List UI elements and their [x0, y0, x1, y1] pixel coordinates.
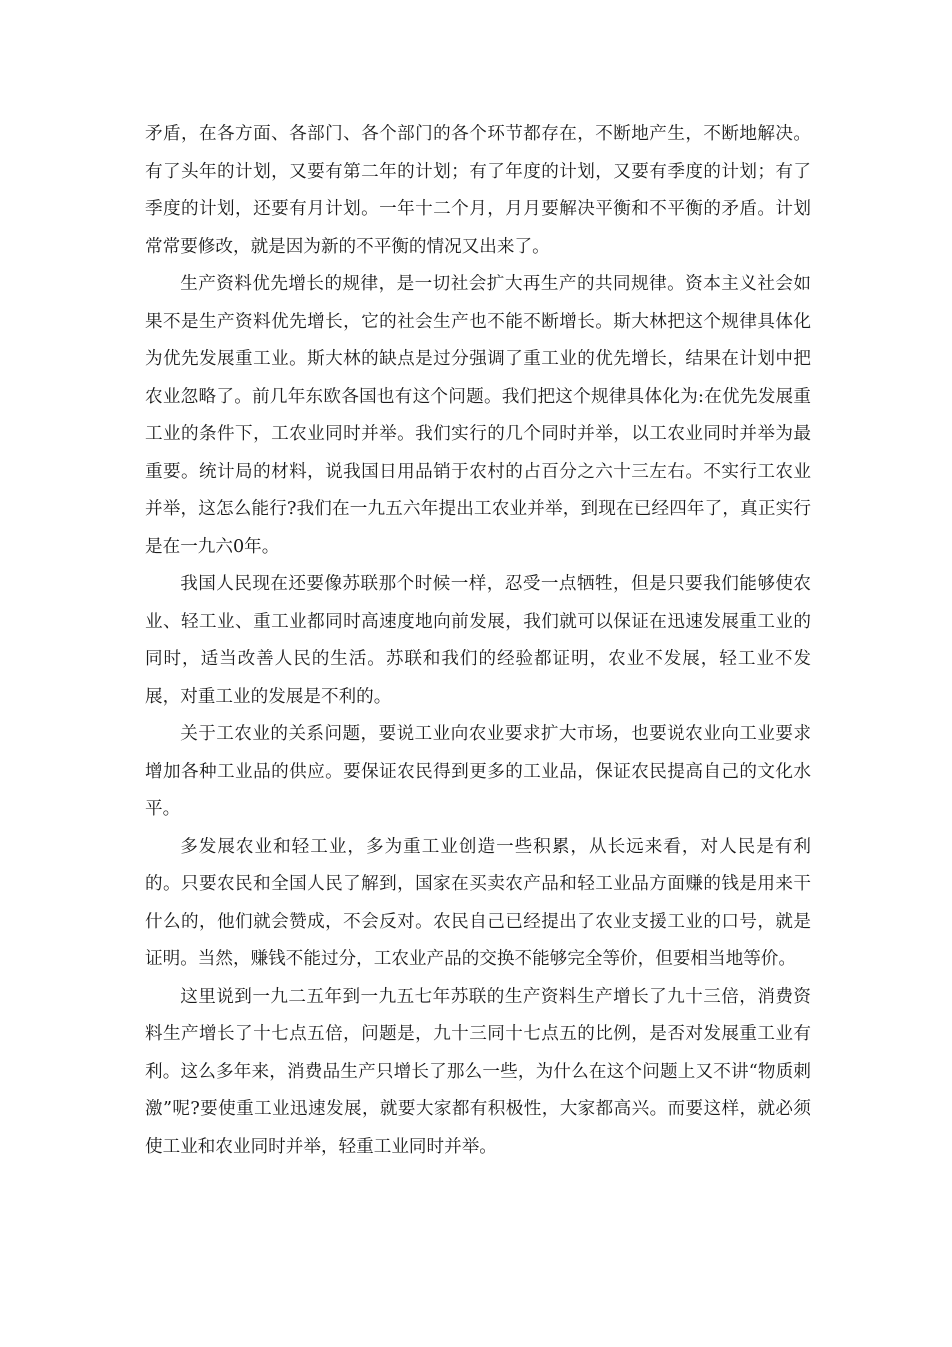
- paragraph-4: 关于工农业的关系问题，要说工业向农业要求扩大市场，也要说农业向工业要求增加各种工业品的供应。要保证农民得到更多的工业品，保证农民提高自己的文化水平。: [145, 724, 811, 819]
- paragraph-1: 矛盾，在各方面、各部门、各个部门的各个环节都存在，不断地产生，不断地解决。有了头年的计划，又要有第二年的计划；有了年度的计划，又要有季度的计划；有了季度的计划，还要有月计划。一年十二个月，月月要解决平衡和不平衡的矛盾。计划常常要修改，就是因为新的不平衡的情况又出来了。: [145, 124, 811, 257]
- paragraph-6: 这里说到一九二五年到一九五七年苏联的生产资料生产增长了九十三倍，消费资料生产增长了十七点五倍，问题是，九十三同十七点五的比例，是否对发展重工业有利。这么多年来，消费品生产只增长了那么一些，为什么在这个问题上又不讲“物质刺激”呢?要使重工业迅速发展，就要大家都有积极性，大家都高兴。而要这样，就必须使工业和农业同时并举，轻重工业同时并举。: [145, 986, 811, 1157]
- paragraph-5: 多发展农业和轻工业，多为重工业创造一些积累，从长远来看，对人民是有利的。只要农民和全国人民了解到，国家在买卖农产品和轻工业品方面赚的钱是用来干什么的，他们就会赞成，不会反对。农民自己已经提出了农业支援工业的口号，就是证明。当然，赚钱不能过分，工农业产品的交换不能够完全等价，但要相当地等价。: [145, 836, 811, 969]
- paragraph-2: 生产资料优先增长的规律，是一切社会扩大再生产的共同规律。资本主义社会如果不是生产资料优先增长，它的社会生产也不能不断增长。斯大林把这个规律具体化为优先发展重工业。斯大林的缺点是过分强调了重工业的优先增长，结果在计划中把农业忽略了。前几年东欧各国也有这个问题。我们把这个规律具体化为:在优先发展重工业的条件下，工农业同时并举。我们实行的几个同时并举，以工农业同时并举为最重要。统计局的材料，说我国日用品销于农村的占百分之六十三左右。不实行工农业并举，这怎么能行?我们在一九五六年提出工农业并举，到现在已经四年了，真正实行是在一九六0年。: [145, 274, 811, 557]
- paragraph-3: 我国人民现在还要像苏联那个时候一样，忍受一点牺牲，但是只要我们能够使农业、轻工业、重工业都同时高速度地向前发展，我们就可以保证在迅速发展重工业的同时，适当改善人民的生活。苏联和我们的经验都证明，农业不发展，轻工业不发展，对重工业的发展是不利的。: [145, 574, 811, 707]
- document-body: [145, 116, 811, 1166]
